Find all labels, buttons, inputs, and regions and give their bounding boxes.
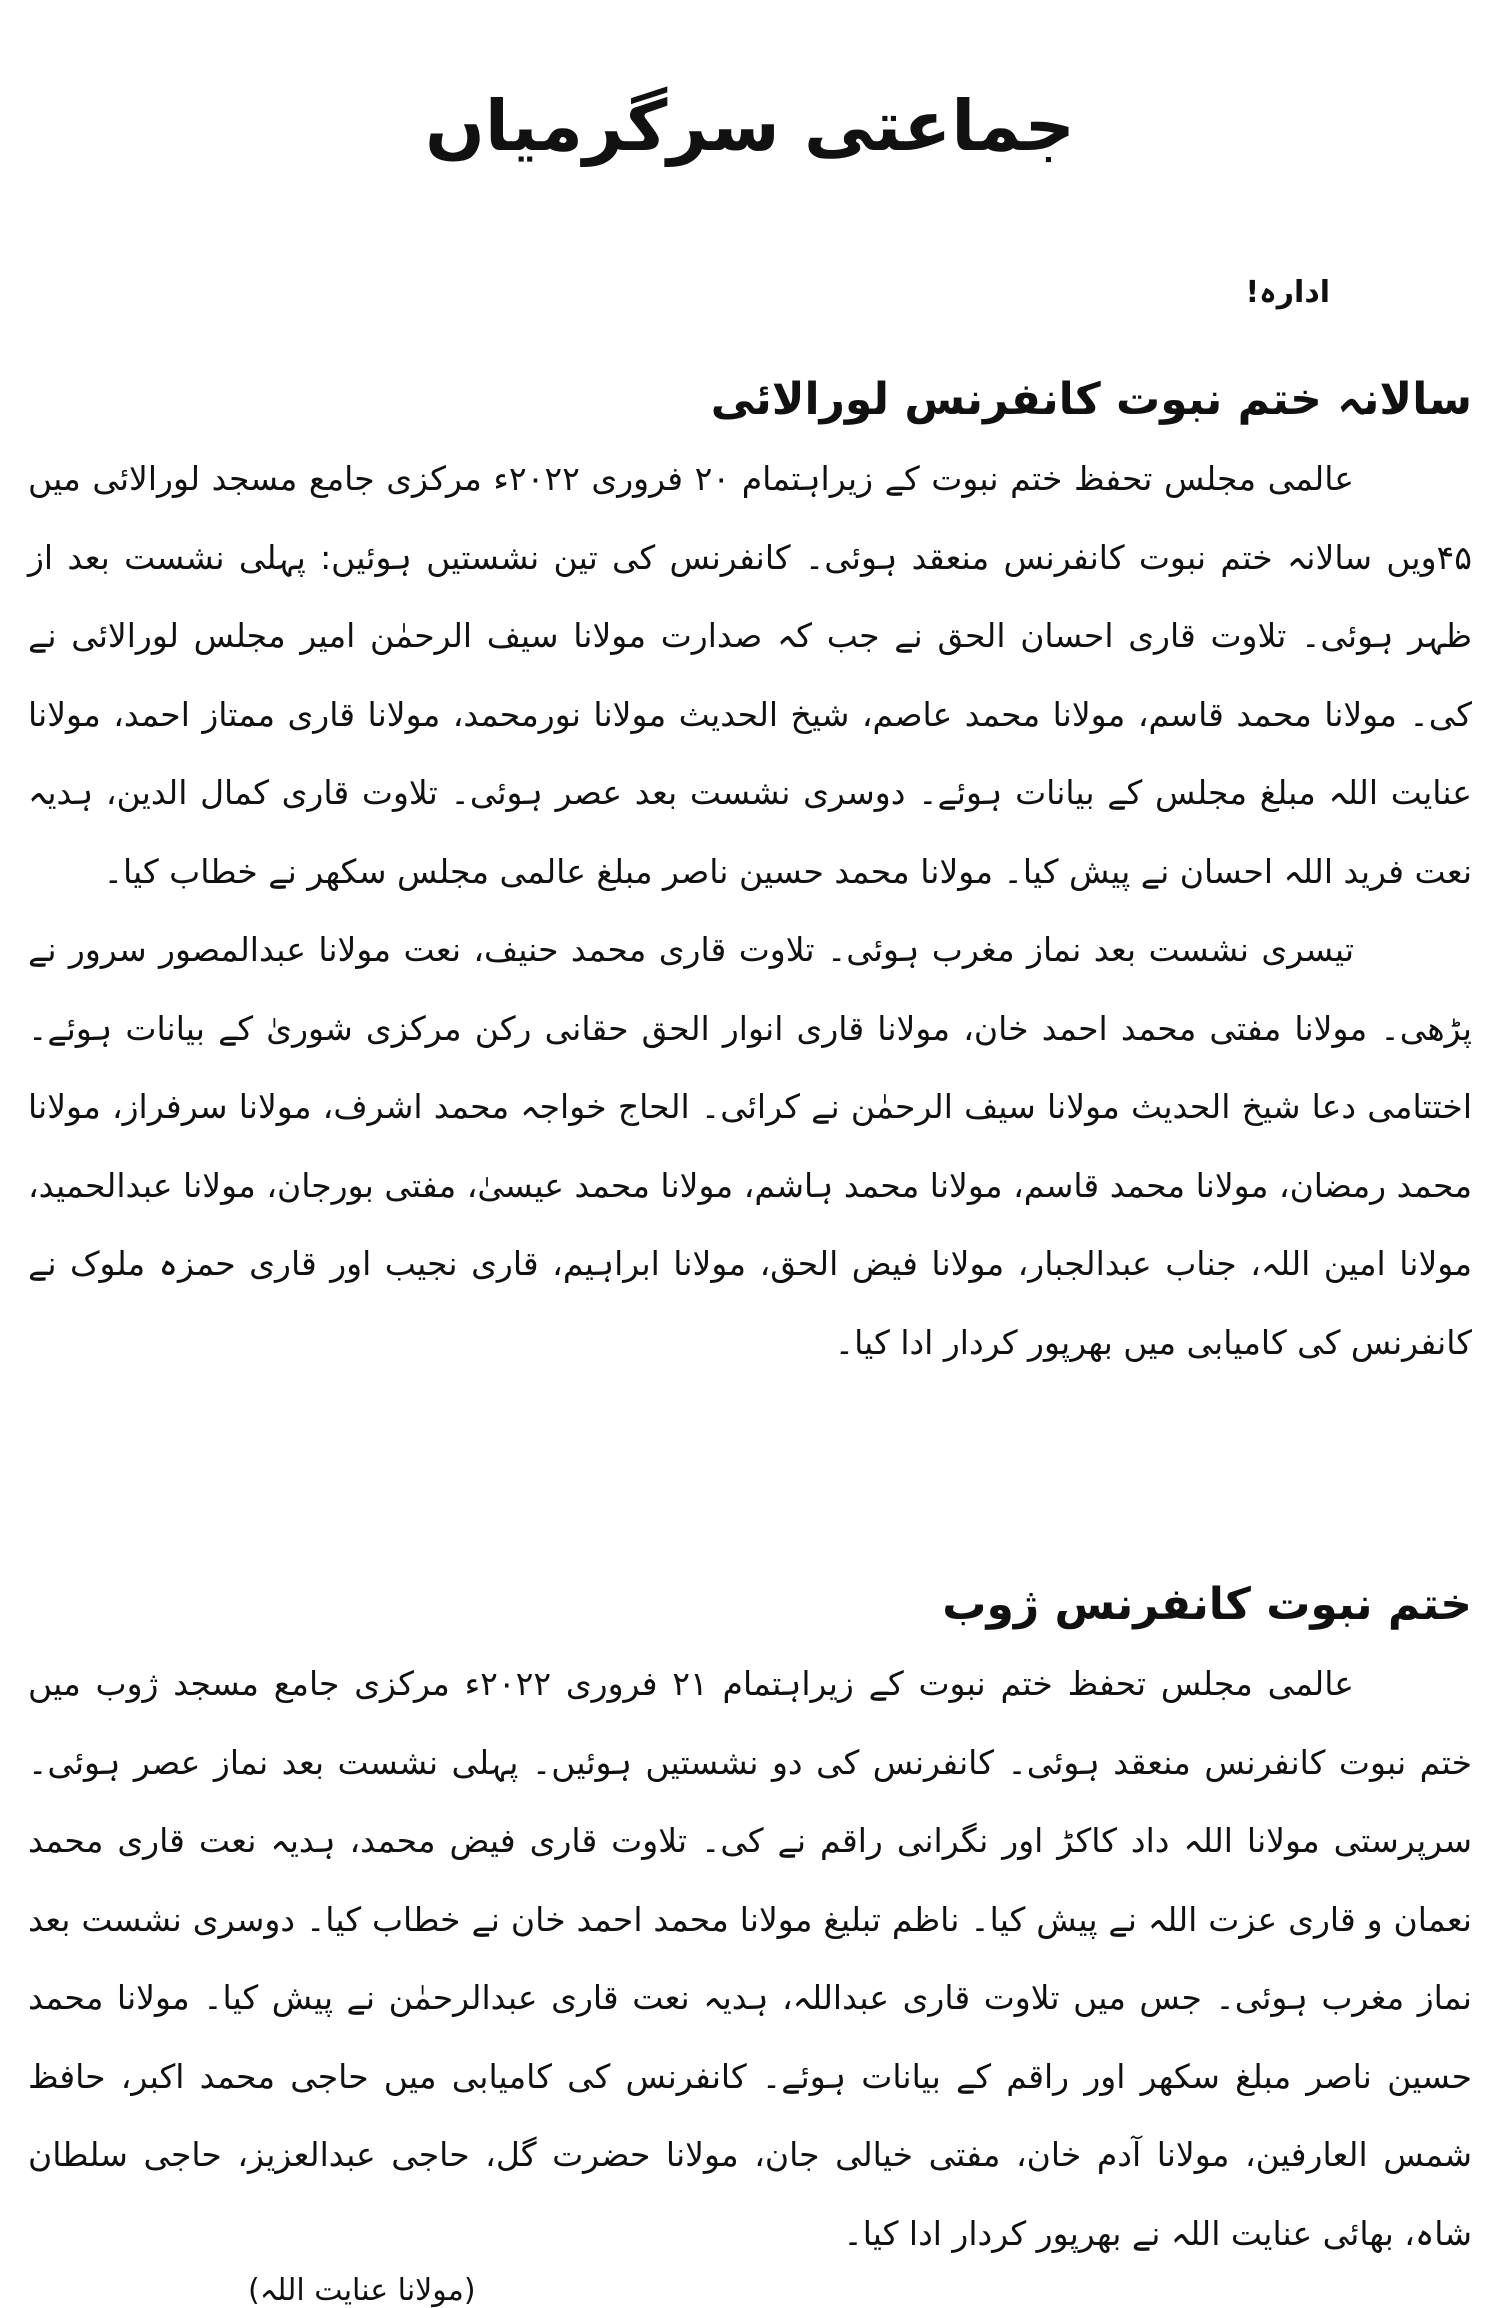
page-title: جماعتی سرگرمیاں <box>425 85 1075 167</box>
section-zhob <box>28 1565 1472 2308</box>
paragraph: عالمی مجلس تحفظ ختم نبوت کے زیراہتمام ۲۰ فروری ۲۰۲۲ء مرکزی جامع مسجد لورالائی میں ۴۵ویں سالانہ ختم نبوت کانفرنس منعقد ہوئی۔ کانفرنس کی تین نشستیں ہوئیں: پہلی نشست بعد از ظہر ہوئی۔ تلاوت قاری احسان الحق نے جب کہ صدارت مولانا سیف الرحمٰن امیر مجلس لورالائی نے کی۔ مولانا محمد قاسم، مولانا محمد عاصم، شیخ الحدیث مولانا نورمحمد، مولانا قاری ممتاز احمد، مولانا عنایت اللہ مبلغ مجلس کے بیانات ہوئے۔ دوسری نشست بعد عصر ہوئی۔ تلاوت قاری کمال الدین، ہدیہ نعت فرید اللہ احسان نے پیش کیا۔ مولانا محمد حسین ناصر مبلغ عالمی مجلس سکھر نے خطاب کیا۔ <box>28 459 1472 891</box>
paragraph: عالمی مجلس تحفظ ختم نبوت کے زیراہتمام ۲۱ فروری ۲۰۲۲ء مرکزی جامع مسجد ژوب میں ختم نبوت کانفرنس منعقد ہوئی۔ کانفرنس کی دو نشستیں ہوئیں۔ پہلی نشست بعد نماز عصر ہوئی۔ سرپرستی مولانا اللہ داد کاکڑ اور نگرانی راقم نے کی۔ تلاوت قاری فیض محمد، ہدیہ نعت قاری محمد نعمان و قاری عزت اللہ نے پیش کیا۔ ناظم تبلیغ مولانا محمد احمد خان نے خطاب کیا۔ دوسری نشست بعد نماز مغرب ہوئی۔ جس میں تلاوت قاری عبداللہ، ہدیہ نعت قاری عبدالرحمٰن نے پیش کیا۔ مولانا محمد حسین ناصر مبلغ سکھر اور راقم کے بیانات ہوئے۔ کانفرنس کی کامیابی میں حاجی محمد اکبر، حافظ شمس العارفین، مولانا آدم خان، مفتی خیالی جان، مولانا حضرت گل، حاجی عبدالعزیز، حاجی سلطان شاہ، بھائی عنایت اللہ نے بھرپور کردار ادا کیا۔ <box>28 1664 1472 2253</box>
paragraph: تیسری نشست بعد نماز مغرب ہوئی۔ تلاوت قاری محمد حنیف، نعت مولانا عبدالمصور سرور نے پڑھی۔ مولانا مفتی محمد احمد خان، مولانا قاری انوار الحق حقانی رکن مرکزی شوریٰ کے بیانات ہوئے۔ اختتامی دعا شیخ الحدیث مولانا سیف الرحمٰن نے کرائی۔ الحاج خواجہ محمد اشرف، مولانا سرفراز، مولانا محمد رمضان، مولانا محمد قاسم، مولانا محمد ہاشم، مولانا محمد عیسیٰ، مفتی بورجان، مولانا عبدالحمید، مولانا امین اللہ، جناب عبدالجبار، مولانا فیض الحق، مولانا ابراہیم، قاری نجیب اور قاری حمزہ ملوک نے کانفرنس کی کامیابی میں بھرپور کردار ادا کیا۔ <box>28 930 1472 1362</box>
signature: (مولانا عنایت اللہ) <box>248 2273 476 2308</box>
section-heading: سالانہ ختم نبوت کانفرنس لورالائی <box>710 374 1472 425</box>
section-loralai <box>28 360 1472 1382</box>
byline: ادارہ! <box>1245 275 1330 310</box>
section-heading: ختم نبوت کانفرنس ژوب <box>942 1579 1472 1630</box>
